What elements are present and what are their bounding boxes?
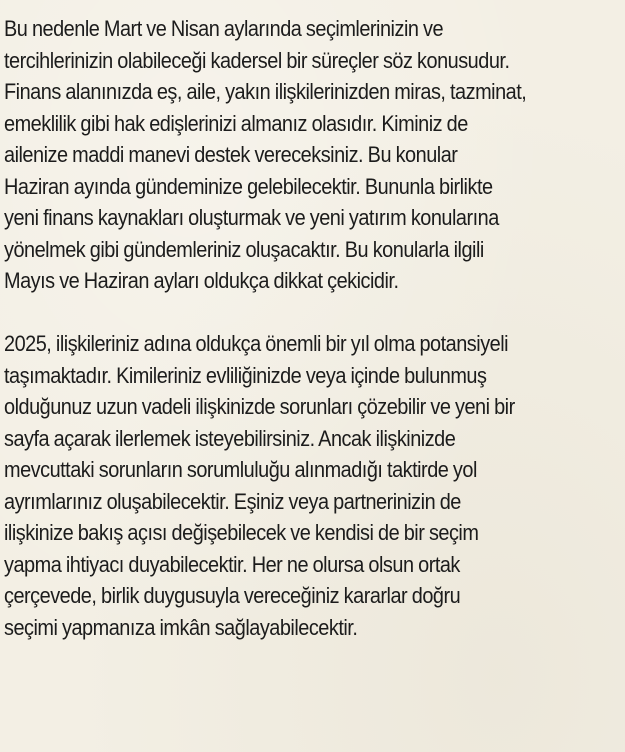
text-line: olduğunuz uzun vadeli ilişkinizde sorunları çözebilir ve yeni bir <box>4 394 515 419</box>
text-line: Finans alanınızda eş, aile, yakın ilişkilerinizden miras, tazminat, <box>4 79 527 104</box>
paragraph-spacer <box>4 297 625 329</box>
text-line: sayfa açarak ilerlemek isteyebilirsiniz. Ancak ilişkinizde <box>4 425 456 451</box>
text-line: yönelmek gibi gündemleriniz oluşacaktır. Bu konularla ilgili <box>4 236 484 262</box>
text-line: 2025, ilişkileriniz adına oldukça önemli bir yıl olma potansiyeli <box>4 331 509 356</box>
paragraph-1 <box>4 13 625 297</box>
text-line: ayrımlarınız oluşabilecektir. Eşiniz veya partnerinizin de <box>4 488 461 514</box>
text-line: yapma ihtiyacı duyabilecektir. Her ne olursa olsun ortak <box>4 551 460 577</box>
text-line: Haziran ayında gündeminize gelebilecektir. Bununla birlikte <box>4 173 493 199</box>
article-body <box>4 13 625 643</box>
text-line: yeni finans kaynakları oluşturmak ve yeni yatırım konularına <box>4 205 499 230</box>
text-line: ailenize maddi manevi destek vereceksiniz. Bu konular <box>4 142 458 167</box>
text-line: Bu nedenle Mart ve Nisan aylarında seçimlerinizin ve <box>4 16 444 41</box>
text-line: çerçevede, birlik duygusuyla vereceğiniz kararlar doğru <box>4 583 461 608</box>
text-line: Mayıs ve Haziran ayları oldukça dikkat çekicidir. <box>4 268 399 293</box>
text-line: tercihlerinizin olabileceği kadersel bir süreçler söz konusudur. <box>4 47 510 73</box>
text-line: emeklilik gibi hak edişlerinizi almanız olasıdır. Kiminiz de <box>4 110 468 136</box>
paragraph-2 <box>4 328 625 643</box>
text-line: seçimi yapmanıza imkân sağlayabilecektir. <box>4 614 358 640</box>
text-line: mevcuttaki sorunların sorumluluğu alınmadığı taktirde yol <box>4 457 477 482</box>
text-line: taşımaktadır. Kimileriniz evliliğinizde veya içinde bulunmuş <box>4 362 487 388</box>
text-line: ilişkinize bakış açısı değişebilecek ve kendisi de bir seçim <box>4 520 479 545</box>
